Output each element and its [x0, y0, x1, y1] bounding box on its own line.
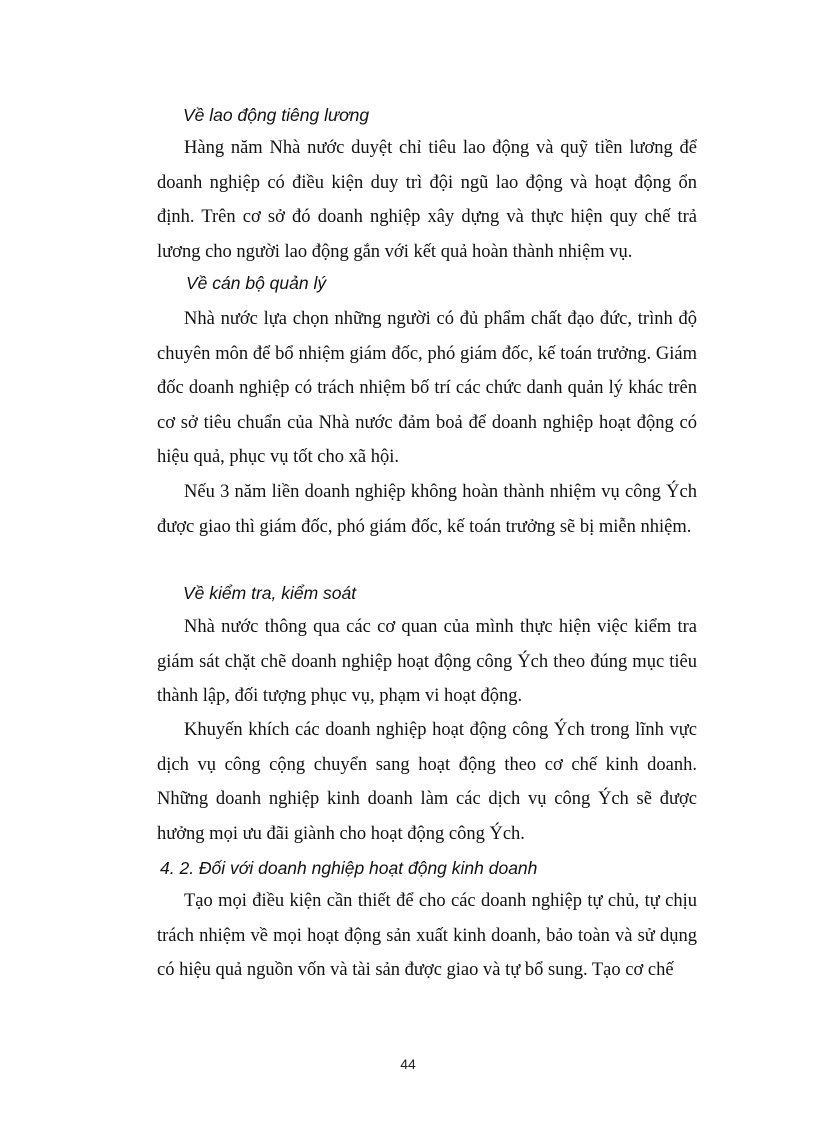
page-number: 44	[400, 1056, 416, 1072]
paragraph-inspection-1: Nhà nước thông qua các cơ quan của mình thực hiện việc kiểm tra giám sát chặt chẽ doanh nghiệp hoạt động công Ých theo đúng mục tiêu thành lập, đối tượng phục vụ, phạm vi hoạt động.	[157, 617, 697, 706]
heading-labor-wages: Về lao động tiêng lương	[183, 105, 370, 125]
heading-management: Về cán bộ quản lý	[186, 273, 327, 293]
paragraph-labor-wages: Hàng năm Nhà nước duyệt chỉ tiêu lao động và quỹ tiền lương để doanh nghiệp có điều kiện duy trì đội ngũ lao động và hoạt động ổn định. Trên cơ sở đó doanh nghiệp xây dựng và thực hiện quy chế trả lương cho người lao động gắn với kết quả hoàn thành nhiệm vụ.	[157, 138, 697, 262]
paragraph-management-1: Nhà nước lựa chọn những người có đủ phẩm chất đạo đức, trình độ chuyên môn để bổ nhiệm giám đốc, phó giám đốc, kế toán trưởng. Giám đốc doanh nghiệp có trách nhiệm bố trí các chức danh quản lý khác trên cơ sở tiêu chuẩn của Nhà nước đảm boả để doanh nghiệp hoạt động có hiệu quả, phục vụ tốt cho xã hội.	[157, 309, 697, 467]
paragraph-section-4-2: Tạo mọi điều kiện cần thiết để cho các doanh nghiệp tự chủ, tự chịu trách nhiệm về mọi hoạt động sản xuất kinh doanh, bảo toàn và sử dụng có hiệu quả nguồn vốn và tài sản được giao và tự bổ sung. Tạo cơ chế	[157, 891, 697, 980]
paragraph-inspection-2: Khuyến khích các doanh nghiệp hoạt động công Ých trong lĩnh vực dịch vụ công cộng chuyển sang hoạt động theo cơ chế kinh doanh. Những doanh nghiệp kinh doanh làm các dịch vụ công Ých sẽ được hưởng mọi ưu đãi giành cho hoạt động công Ých.	[157, 720, 697, 844]
paragraph-management-2: Nếu 3 năm liền doanh nghiệp không hoàn thành nhiệm vụ công Ých được giao thì giám đốc, phó giám đốc, kế toán trưởng sẽ bị miễn nhiệm.	[157, 482, 697, 537]
heading-inspection: Về kiểm tra, kiểm soát	[183, 583, 357, 603]
heading-section-4-2: 4. 2. Đối với doanh nghiệp hoạt động kinh doanh	[160, 858, 538, 878]
